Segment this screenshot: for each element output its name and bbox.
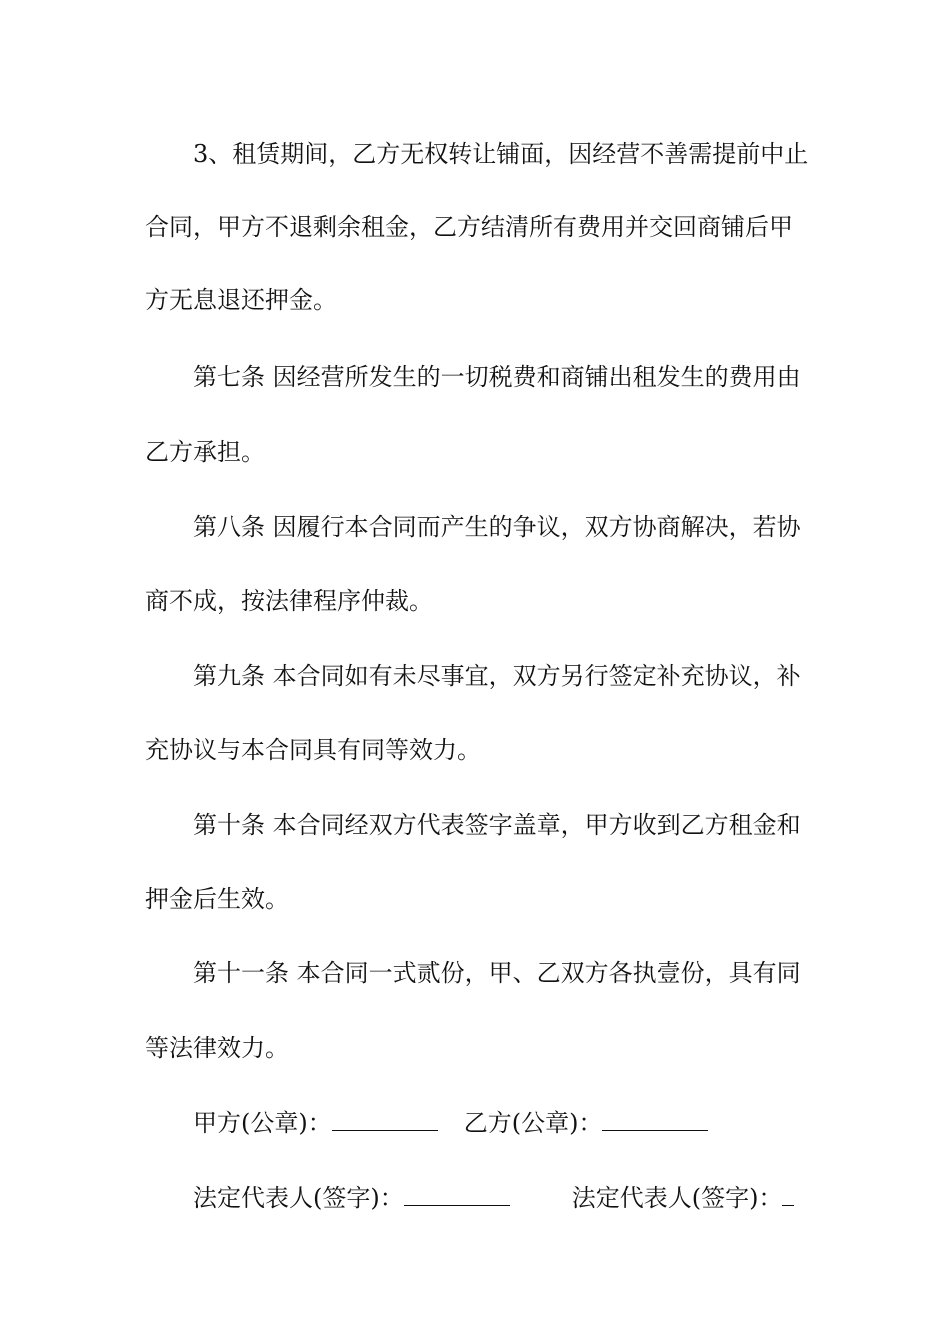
article-8-line-2: 商不成，按法律程序仲裁。	[145, 587, 433, 615]
article-7-line-1: 第七条 因经营所发生的一切税费和商铺出租发生的费用由	[193, 363, 801, 391]
article-10-line-2: 押金后生效。	[145, 885, 289, 913]
party-a-rep-label: 法定代表人(签字)：	[193, 1184, 404, 1212]
article-9-line-1: 第九条 本合同如有未尽事宜，双方另行签定补充协议，补	[193, 662, 801, 690]
article-9-line-2: 充协议与本合同具有同等效力。	[145, 736, 481, 764]
party-a-seal-label: 甲方(公章)：	[193, 1109, 332, 1137]
article-11-line-1: 第十一条 本合同一式贰份，甲、乙双方各执壹份，具有同	[193, 959, 801, 987]
party-a-seal-blank	[332, 1108, 438, 1131]
paragraph-3-line-2: 合同，甲方不退剩余租金，乙方结清所有费用并交回商铺后甲	[145, 213, 793, 241]
representative-line	[193, 1182, 794, 1214]
article-11-line-2: 等法律效力。	[145, 1034, 289, 1062]
article-8-line-1: 第八条 因履行本合同而产生的争议，双方协商解决，若协	[193, 513, 801, 541]
paragraph-3-line-3: 方无息退还押金。	[145, 286, 337, 314]
paragraph-3-line-1: 3、租赁期间，乙方无权转让铺面，因经营不善需提前中止	[193, 140, 809, 168]
party-b-rep-blank	[782, 1183, 794, 1206]
seal-line	[193, 1107, 708, 1139]
party-b-rep-label: 法定代表人(签字)：	[571, 1184, 783, 1212]
party-b-seal-blank	[602, 1108, 708, 1131]
party-a-rep-blank	[404, 1183, 510, 1206]
article-7-line-2: 乙方承担。	[145, 438, 265, 466]
article-10-line-1: 第十条 本合同经双方代表签字盖章，甲方收到乙方租金和	[193, 811, 801, 839]
party-b-seal-label: 乙方(公章)：	[463, 1109, 603, 1137]
